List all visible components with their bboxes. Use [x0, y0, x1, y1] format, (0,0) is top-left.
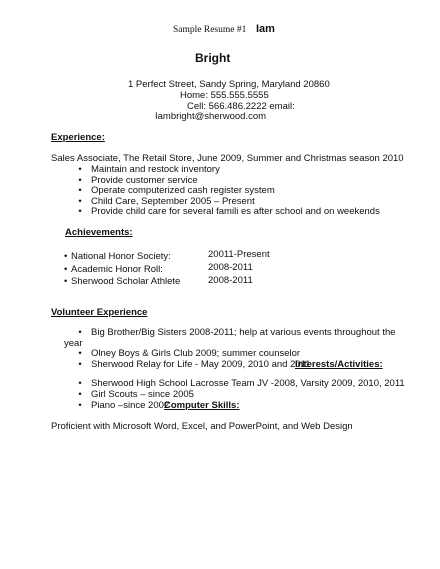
resume-title-prefix: Sample Resume #1	[173, 25, 247, 35]
experience-item-2: Provide customer service	[91, 175, 198, 186]
cell-phone: Cell: 566.486.2222 email:	[187, 101, 295, 112]
volunteer-item-3: Sherwood Relay for Life - May 2009, 2010 and 2011	[91, 359, 311, 370]
interests-heading: Interests/Activities:	[295, 359, 383, 370]
bullet-icon: •	[78, 164, 82, 175]
bullet-icon: •	[78, 327, 82, 338]
resume-last-name: Bright	[195, 51, 231, 65]
home-phone: Home: 555.555.5555	[180, 90, 269, 101]
experience-heading: Experience:	[51, 132, 105, 143]
experience-job: Sales Associate, The Retail Store, June 2009, Summer and Christmas season 2010	[51, 153, 404, 164]
bullet-icon: •	[78, 348, 82, 359]
achievements-heading: Achievements:	[65, 227, 133, 238]
interest-item-1: Sherwood High School Lacrosse Team JV -2008, Varsity 2009, 2010, 2011	[91, 378, 405, 389]
bullet-icon: •	[78, 175, 82, 186]
bullet-icon: •	[64, 276, 68, 287]
experience-item-3: Operate computerized cash register system	[91, 185, 275, 196]
skills-heading: Computer Skills:	[164, 400, 240, 411]
volunteer-item-1: Big Brother/Big Sisters 2008-2011; help at various events throughout the	[91, 327, 396, 338]
interest-item-3: Piano –since 2002	[91, 400, 170, 411]
achievement-name: Sherwood Scholar Athlete	[71, 276, 181, 287]
email: Iambright@sherwood.com	[155, 111, 267, 122]
bullet-icon: •	[64, 264, 68, 275]
bullet-icon: •	[78, 185, 82, 196]
achievement-date: 2008-2011	[208, 262, 253, 273]
bullet-icon: •	[64, 251, 68, 262]
interest-item-2: Girl Scouts – since 2005	[91, 389, 194, 400]
skills-text: Proficient with Microsoft Word, Excel, and PowerPoint, and Web Design	[51, 421, 353, 432]
achievement-name: National Honor Society:	[71, 251, 171, 262]
achievement-name: Academic Honor Roll:	[71, 264, 163, 275]
bullet-icon: •	[78, 400, 82, 411]
achievement-date: 2008-2011	[208, 275, 253, 286]
bullet-icon: •	[78, 206, 82, 217]
experience-item-4: Child Care, September 2005 – Present	[91, 196, 255, 207]
bullet-icon: •	[78, 378, 82, 389]
experience-item-1: Maintain and restock inventory	[91, 164, 220, 175]
volunteer-heading: Volunteer Experience	[51, 307, 148, 318]
achievement-date: 20011-Present	[208, 249, 270, 260]
bullet-icon: •	[78, 196, 82, 207]
address: 1 Perfect Street, Sandy Spring, Maryland 20860	[128, 79, 330, 90]
volunteer-item-1-cont: year	[64, 338, 83, 349]
resume-first-name: Iam	[256, 23, 275, 35]
bullet-icon: •	[78, 389, 82, 400]
experience-item-5: Provide child care for several famili es after school and on weekends	[91, 206, 380, 217]
volunteer-item-2: Olney Boys & Girls Club 2009; summer counselor	[91, 348, 301, 359]
bullet-icon: •	[78, 359, 82, 370]
